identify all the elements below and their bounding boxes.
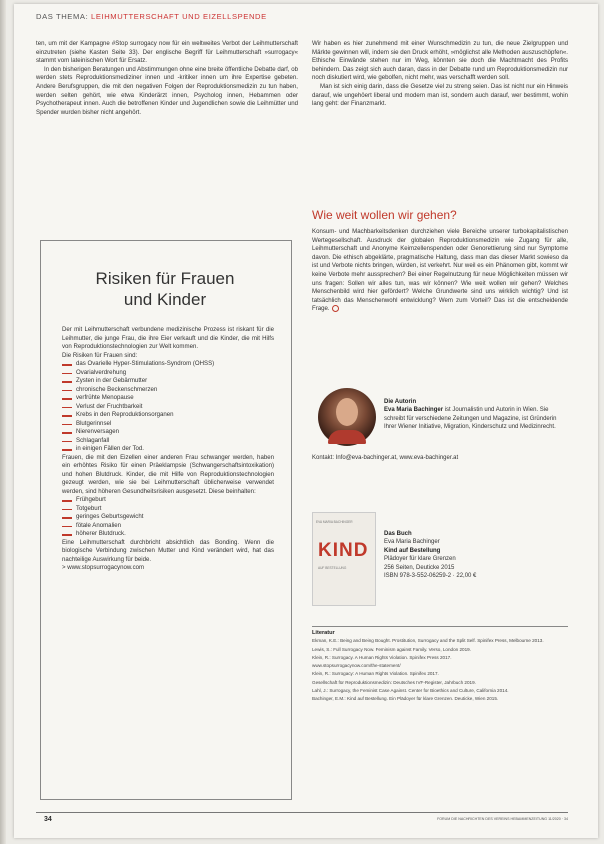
divider <box>312 626 568 627</box>
info-box-body <box>62 326 274 573</box>
list-item: höherer Blutdruck. <box>62 530 274 539</box>
literature-entry: Lewis, S.: Full Surrogacy Now. Feminism against Family. Verso, London 2019. <box>312 646 471 652</box>
author-shirt <box>328 430 366 444</box>
list-item: Verlust der Fruchtbarkeit <box>62 403 274 412</box>
literature-entry: Lahl, J.: Surrogacy, the Feminist Case Against. Center for Bioethics and Culture, California 2014. <box>312 687 509 693</box>
book-title: Kind auf Bestellung <box>384 547 441 554</box>
list-item: Totgeburt <box>62 505 274 514</box>
book-cover-title: KIND <box>318 540 369 561</box>
author-bio: ist Journalistin und Autorin in Wien. Sie schreibt für verschiedene Zeitungen und Magazine, ist Gründerin Ihrer Wiener Initiative, Migration, Kinderschutz und Medizinrecht. <box>384 407 557 431</box>
box-link[interactable]: > www.stopsurrogacynow.com <box>62 564 145 571</box>
literature-entry: Gesellschaft für Reproduktionsmedizin: Deutsches IVF-Register, Jahrbuch 2019. <box>312 679 476 685</box>
list-item: Blutgerinnsel <box>62 420 274 429</box>
list-item: Nierenversagen <box>62 428 274 437</box>
section-title: DAS THEMA: LEIHMUTTERSCHAFT UND EIZELLSPENDE <box>36 12 267 21</box>
box-middle: Frauen, die mit den Eizellen einer anderen Frau schwanger werden, haben ein erhöhtes Risiko für einen Präeklampsie (Schwangerschaftsintoxikation) und hohen Blutdruck. Kinder, die mit Hilfe von Reproduktionstechnologien gezeugt werden, wie sie bei Leihmutterschaft üblicherweise verwendet werden, sind höheren Gesundheitsrisiken ausgesetzt. Diese beinhalten: <box>62 453 274 495</box>
footer-divider <box>36 812 568 813</box>
paragraph: ten, um mit der Kampagne #Stop surrogacy now für ein weltweites Verbot der Leihmutterschaft einzutreten (siehe Kasten Seite 33). Der englische Begriff für Leihmutterschaft »surrogacy« stammt vom lateinischen Wort für Ersatz. <box>36 40 298 65</box>
literature-list <box>312 630 568 705</box>
author-contact[interactable]: Kontakt: Info@eva-bachinger.at, www.eva-bachinger.at <box>312 455 459 461</box>
author-heading: Die Autorin <box>384 399 417 405</box>
book-subtitle: Plädoyer für klare Grenzen <box>384 556 456 563</box>
box-closing: Eine Leihmutterschaft durchbricht absichtlich das Bonding. Wenn die biologische Verbindung zwischen Mutter und Kind verändert wird, hat das nachteilige Auswirkung für beide. <box>62 538 274 563</box>
intro-left-column <box>36 40 298 117</box>
intro-right-column <box>312 40 568 109</box>
book-author: Eva Maria Bachinger <box>384 539 440 546</box>
info-box-title: Risiken für Frauen und Kinder <box>95 269 235 309</box>
paragraph: Man ist sich einig darin, dass die Gesetze viel zu streng seien. Das ist nicht nur ein Hinweis darauf, wie ungehöert liberal und modern man ist, sondern auch darauf, wer bestimmt, wohin lang geht: der Finanzmarkt. <box>312 82 568 108</box>
footer-text: FORUM DIE NACHRICHTEN DES VEREINS HEBAMMENZEITUNG 11/2020 · 34 <box>437 817 568 821</box>
book-cover-author: EVA MARIA BACHINGER <box>316 520 353 524</box>
page-number: 34 <box>44 816 52 823</box>
literature-entry: www.stopsurrogacynow.com/the-statement/ <box>312 663 401 669</box>
page-spine <box>0 0 6 844</box>
list-item: chronische Beckenschmerzen <box>62 386 274 395</box>
literature-entry: Bachinger, E.M.: Kind auf Bestellung. Ein Plädoyer für klare Grenzen. Deuticke, Wien 2015. <box>312 696 499 702</box>
list-item: fötale Anomalien <box>62 522 274 531</box>
author-info <box>384 398 568 432</box>
literature-entry: Klein, R.: Surrogacy. A Human Rights Violation. Spinifex Press 2017. <box>312 654 452 660</box>
author-face <box>336 398 358 426</box>
list-item: in einigen Fällen der Tod. <box>62 445 274 454</box>
author-name: Eva Maria Bachinger <box>384 407 444 414</box>
literature-entry: Ekman, K.E.: Being and Being Bought. Prostitution, Surrogacy and the Split Self. Spinifex Press, Melbourne 2013. <box>312 638 544 644</box>
end-mark-icon <box>332 305 339 312</box>
list-item: das Ovarielle Hyper-Stimulations-Syndrom (OHSS) <box>62 360 274 369</box>
book-info <box>384 530 568 580</box>
child-risk-list <box>62 496 274 539</box>
list-item: verfrühte Menopause <box>62 394 274 403</box>
list-item: Zysten in der Gebärmutter <box>62 377 274 386</box>
body-paragraph: Konsum- und Machbarkeitsdenken durchziehen viele Bereiche unserer turbokapitalistischen Wertegesellschaft. Ausdruck der globalen Reproduktionsmedizin wie Zugang für alle, Leihmutterschaft und Anonyme Keimzellenspenden oder Genorettierung sind nur Symptome davon. Die ethisch abgeklärte, pragmatische Haltung, dass man das dieser Markt sowieso da ist und Verbote nichts bringen, würden, ist verkehrt. Nur weil es ein Phänomen gibt, kommt wir keine Verbote mehr aussprechen? Bei einer Regelnutzung für neue Möglichkeiten müssen wir uns fragen: Sollen wir alles tun, was wir können? Wie weit wollen wir gehen? Welches Menschenbild wird hier gefördert? Welche Grundwerte sind uns wirklich wichtig? Und ist tatsächlich das Menschenwohl entwicklung? Wem zum Vorteil? Das ist die entscheidende Frage. <box>312 228 568 313</box>
book-isbn: ISBN 978-3-552-06259-2 · 22,00 € <box>384 573 477 580</box>
section-topic: LEIHMUTTERSCHAFT UND EIZELLSPENDE <box>91 12 267 21</box>
list-item: Frühgeburt <box>62 496 274 505</box>
list-item: Krebs in den Reproduktionsorganen <box>62 411 274 420</box>
list-item: Ovarialverdrehung <box>62 369 274 378</box>
book-cover-subtitle: AUF BESTELLUNG <box>318 566 347 570</box>
women-risk-list <box>62 360 274 454</box>
literature-heading: Literatur <box>312 630 335 636</box>
book-pages: 256 Seiten, Deuticke 2015 <box>384 564 455 571</box>
subheading: Wie weit wollen wir gehen? <box>312 208 457 222</box>
literature-entry: Klein, R.: Surrogacy: A Human Rights Violation. Spinifex 2017. <box>312 671 439 677</box>
box-intro: Der mit Leihmutterschaft verbundene medizinische Prozess ist riskant für die Leihmutter, die junge Frau, die ihre Eier verkauft und die Kinder, die mit Hilfs von Reproduktionstechnologien zur Welt kommen. <box>62 326 274 350</box>
paragraph: Wir haben es hier zunehmend mit einer Wunschmedizin zu tun, die neue Zielgruppen und Märkte gewinnen will, indem sie den Druck erhöht, »möglichst alle Methoden auszuschöpfen«. Ethische Einwände stehen nur im Weg, könnten sie doch die Machtmacht des Profits behindern. Das zeigt sich auch daran, dass in der Debatte rund um Reproduktionsmedizin nur noch diskutiert wird, wie gebolfen, nicht mehr, was verschafft werden soll. <box>312 40 568 82</box>
book-heading: Das Buch <box>384 531 412 537</box>
list-item: Schlaganfall <box>62 437 274 446</box>
paragraph: In den bisherigen Beratungen und Abstimmungen ohne eine breite öffentliche Debatte darf, ob werden stets Reproduktionsmediziner innen und -kritiker innen um ihre Expertise gebeten. Andere Berufsgruppen, die mit den negativen Folgen der Reproduktionsmedizin zu tun haben, werden selten gehört, wie etwa Kinderärzt innen, Psycholog innen, Hebammen oder Psychotherapeut innen. Auch die betroffenen Kinder und Jugendlichen sowie die Leihmütter und Spender wurden bisher nicht angehört. <box>36 65 298 116</box>
box-women-lead: Die Risiken für Frauen sind: <box>62 351 138 359</box>
list-item: geringes Geburtsgewicht <box>62 513 274 522</box>
